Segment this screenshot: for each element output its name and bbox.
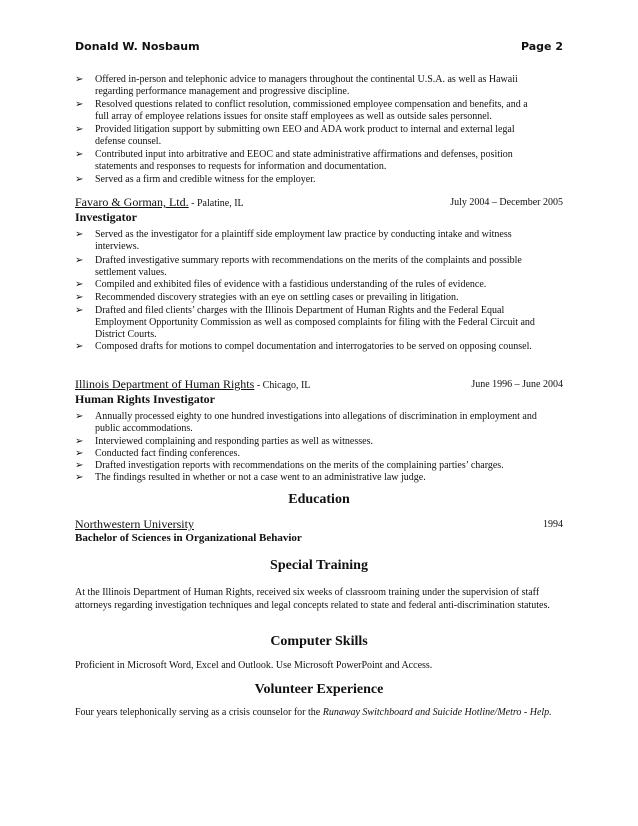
training-paragraph: At the Illinois Department of Human Rights, received six weeks of classroom training under the supervision of staff attorneys regarding investigation techniques and legal concepts related to state and federal anti-discrimination statutes. <box>75 587 550 611</box>
arrow-bullet-icon: ➢ <box>75 472 84 483</box>
list-item: ➢ Annually processed eighty to one hundred investigations into allegations of discrimination in employment and public accommodations. <box>75 411 537 434</box>
arrow-bullet-icon: ➢ <box>75 341 84 352</box>
arrow-bullet-icon: ➢ <box>75 74 84 85</box>
arrow-bullet-icon: ➢ <box>75 305 84 316</box>
employer-location: - Chicago, IL <box>254 380 311 391</box>
section-heading-training: Special Training <box>270 558 368 573</box>
employer-name: Favaro & Gorman, Ltd. <box>75 195 189 209</box>
list-item: ➢ Drafted investigation reports with recommendations on the merits of the complaining parties’ charges. <box>75 460 504 471</box>
employer-line <box>75 377 563 392</box>
arrow-bullet-icon: ➢ <box>75 292 84 303</box>
arrow-bullet-icon: ➢ <box>75 149 84 160</box>
arrow-bullet-icon: ➢ <box>75 174 84 185</box>
arrow-bullet-icon: ➢ <box>75 411 84 422</box>
employer-line <box>75 195 563 210</box>
list-item: ➢ Served as a firm and credible witness for the employer. <box>75 174 316 185</box>
arrow-bullet-icon: ➢ <box>75 436 84 447</box>
list-item: ➢ Drafted investigative summary reports with recommendations on the merits of the complaints and possible settlement values. <box>75 255 522 278</box>
arrow-bullet-icon: ➢ <box>75 124 84 135</box>
arrow-bullet-icon: ➢ <box>75 229 84 240</box>
employment-dates: June 1996 – June 2004 <box>471 379 563 390</box>
page-header <box>75 40 563 56</box>
job-title: Human Rights Investigator <box>75 392 216 406</box>
header-page-number: Page 2 <box>520 40 563 53</box>
employer-location: - Palatine, IL <box>188 198 244 209</box>
section-heading-education: Education <box>288 492 350 507</box>
section-heading-volunteer: Volunteer Experience <box>254 682 384 697</box>
education-line <box>75 517 563 532</box>
employer-name: Illinois Department of Human Rights <box>75 377 255 391</box>
list-item: ➢ Provided litigation support by submitting own EEO and ADA work product to internal and external legal defense counsel. <box>75 124 515 147</box>
volunteer-organization: Runaway Switchboard and Suicide Hotline/Metro - Help. <box>322 707 552 718</box>
list-item: ➢ Offered in-person and telephonic advice to managers throughout the continental U.S.A. as well as Hawaii regarding performance management and progressive discipline. <box>75 74 518 97</box>
list-item: ➢ Resolved questions related to conflict resolution, commissioned employee compensation and benefits, and a full array of employee relations issues for onsite staff employees as well as outside sales personnel. <box>75 99 528 122</box>
list-item: ➢ Contributed input into arbitrative and EEOC and state administrative affirmations and defenses, position statements and responses to requests for information and documentation. <box>75 149 513 172</box>
header-name: Donald W. Nosbaum <box>75 40 200 53</box>
volunteer-paragraph: Four years telephonically serving as a crisis counselor for the Runaway Switchboard and Suicide Hotline/Metro - Help. <box>75 707 552 718</box>
list-item: ➢ Composed drafts for motions to compel documentation and interrogatories to be served on opposing counsel. <box>75 341 532 352</box>
arrow-bullet-icon: ➢ <box>75 255 84 266</box>
arrow-bullet-icon: ➢ <box>75 279 84 290</box>
list-item: ➢ Interviewed complaining and responding parties as well as witnesses. <box>75 436 373 447</box>
list-item: ➢ Served as the investigator for a plaintiff side employment law practice by conducting intake and witness interviews. <box>75 229 512 252</box>
school-name: Northwestern University <box>75 517 194 531</box>
arrow-bullet-icon: ➢ <box>75 448 84 459</box>
list-item: ➢ Recommended discovery strategies with an eye on settling cases or prevailing in litigation. <box>75 292 459 303</box>
list-item: ➢ Conducted fact finding conferences. <box>75 448 240 459</box>
list-item: ➢ Drafted and filed clients’ charges with the Illinois Department of Human Rights and the Federal Equal Employment Opportunity Commission as well as composed complaints for filing with the Federal Circuit and District Courts. <box>75 305 535 340</box>
computer-skills-paragraph: Proficient in Microsoft Word, Excel and Outlook. Use Microsoft PowerPoint and Access. <box>75 660 433 671</box>
arrow-bullet-icon: ➢ <box>75 99 84 110</box>
section-heading-computer-skills: Computer Skills <box>270 634 368 649</box>
job-title: Investigator <box>75 210 137 224</box>
degree-title: Bachelor of Sciences in Organizational Behavior <box>75 532 302 544</box>
list-item: ➢ Compiled and exhibited files of evidence with a fastidious understanding of the rules of evidence. <box>75 279 487 290</box>
list-item: ➢ The findings resulted in whether or not a case went to an administrative law judge. <box>75 472 426 483</box>
arrow-bullet-icon: ➢ <box>75 460 84 471</box>
employment-dates: July 2004 – December 2005 <box>450 197 563 208</box>
graduation-year: 1994 <box>543 519 563 530</box>
